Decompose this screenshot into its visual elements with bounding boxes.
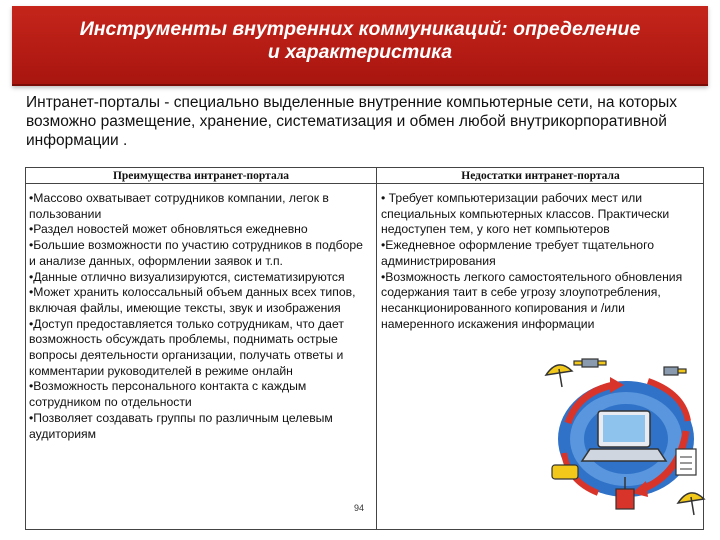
- advantage-item: •Доступ предоставляется только сотрудникам, что дает возможность обсуждать проблемы, поднимать острые вопросы деятельности организации, получать ответы и комментарии руководителей в режиме онлайн: [29, 316, 344, 378]
- disadvantage-item: • Требует компьютеризации рабочих мест или специальных компьютерных классов. Практически недоступен тем, у кого нет компьютеров: [381, 191, 670, 237]
- advantage-item: •Позволяет создавать группы по различным целевым аудиториям: [29, 410, 333, 441]
- advantage-item: •Раздел новостей может обновляться ежедневно: [29, 222, 308, 237]
- advantage-item: •Массово охватывает сотрудников компании, легок в пользовании: [29, 191, 329, 221]
- table-column-divider: [376, 168, 377, 529]
- intro-definition: Интранет-порталы - специально выделенные внутренние компьютерные сети, на которых возможно размещение, хранение, систематизация и обмен любой внутрикорпоративной информации .: [26, 94, 678, 149]
- title-banner: [12, 6, 708, 86]
- advantage-item: •Большие возможности по участию сотрудников в подборе и анализе данных, оформлении заявок и т.п.: [29, 238, 363, 268]
- page-number: 94: [354, 503, 365, 513]
- network-communication-clipart-icon: [538, 353, 710, 521]
- advantage-item: •Возможность персонального контакта с каждым сотрудником по отдельности: [29, 379, 307, 410]
- slide-title-line-2: и характеристика: [267, 41, 453, 63]
- disadvantages-list: [381, 191, 701, 332]
- disadvantage-item: •Ежедневное оформление требует тщательного администрирования: [381, 238, 655, 268]
- advantage-item: •Может хранить колоссальный объем данных всех типов, включая файлы, имеющие тексты, звук и изображения: [29, 285, 356, 315]
- header-advantages: Преимущества интранет-портала: [112, 170, 290, 182]
- disadvantage-item: •Возможность легкого самостоятельного обновления содержания таит в себе угрозу злоупотребления, несанкционированного копирования и /или намеренного искажения информации: [381, 269, 683, 331]
- header-disadvantages: Недостатки интранет-портала: [461, 170, 620, 182]
- table-header-divider: [26, 183, 703, 184]
- advantage-item: •Данные отлично визуализируются, систематизируются: [29, 269, 345, 284]
- advantages-list: [29, 191, 369, 442]
- slide-title-line-1: Инструменты внутренних коммуникаций: определение: [79, 18, 641, 40]
